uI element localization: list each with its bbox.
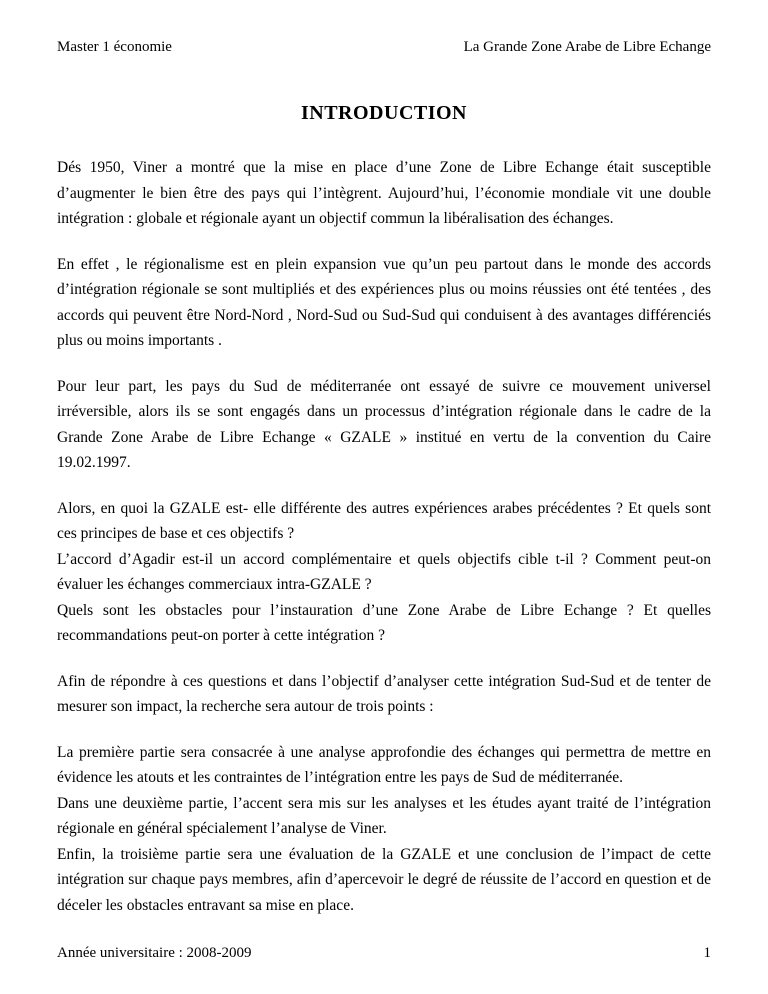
paragraph-block	[57, 155, 711, 232]
paragraph-block	[57, 740, 711, 919]
paragraph-block	[57, 496, 711, 649]
paragraph: Dés 1950, Viner a montré que la mise en place d’une Zone de Libre Echange était susceptible d’augmenter le bien être des pays qui l’intègrent. Aujourd’hui, l’économie mondiale vit une double intégration : globale et régionale ayant un objectif commun la libéralisation des échanges.	[57, 159, 711, 227]
paragraph: Dans une deuxième partie, l’accent sera mis sur les analyses et les études ayant traité de l’intégration régionale en général spécialement l’analyse de Viner.	[57, 794, 711, 837]
paragraph: La première partie sera consacrée à une analyse approfondie des échanges qui permettra de mettre en évidence les atouts et les contraintes de l’intégration entre les pays de Sud de méditerranée.	[57, 743, 711, 786]
header-course-label: Master 1 économie	[57, 39, 172, 55]
document-body	[57, 155, 711, 918]
paragraph-block	[57, 669, 711, 720]
paragraph-block	[57, 374, 711, 476]
paragraph: Enfin, la troisième partie sera une évaluation de la GZALE et une conclusion de l’impact de cette intégration sur chaque pays membres, afin d’apercevoir le degré de réussite de l’accord en question et de déceler les obstacles entravant sa mise en place.	[57, 845, 711, 914]
page-header	[57, 38, 711, 56]
footer-page-number: 1	[703, 945, 711, 961]
paragraph: Pour leur part, les pays du Sud de méditerranée ont essayé de suivre ce mouvement universel irréversible, alors ils se sont engagés dans un processus d’intégration régionale dans le cadre de la Grande Zone Arabe de Libre Echange « GZALE » institué en vertu de la convention du Caire 19.02.1997.	[57, 377, 711, 471]
header-document-title: La Grande Zone Arabe de Libre Echange	[463, 39, 711, 55]
paragraph: Quels sont les obstacles pour l’instauration d’une Zone Arabe de Libre Echange ? Et quelles recommandations peut-on porter à cette intégration ?	[57, 601, 711, 644]
paragraph-block	[57, 252, 711, 354]
paragraph: Afin de répondre à ces questions et dans l’objectif d’analyser cette intégration Sud-Sud et de tenter de mesurer son impact, la recherche sera autour de trois points :	[57, 672, 711, 715]
page-footer	[57, 944, 711, 962]
paragraph: En effet , le régionalisme est en plein expansion vue qu’un peu partout dans le monde des accords d’intégration régionale se sont multipliés et des expériences plus ou moins réussies ont été tentées , des accords qui peuvent être Nord-Nord , Nord-Sud ou Sud-Sud qui conduisent à des avantages différenciés plus ou moins importants .	[57, 255, 711, 349]
paragraph: L’accord d’Agadir est-il un accord complémentaire et quels objectifs cible t-il ? Comment peut-on évaluer les échanges commerciaux intra-GZALE ?	[57, 550, 711, 593]
paragraph: Alors, en quoi la GZALE est- elle différente des autres expériences arabes précédentes ? Et quels sont ces principes de base et ces objectifs ?	[57, 499, 711, 542]
page-title: INTRODUCTION	[300, 102, 468, 124]
footer-academic-year: Année universitaire : 2008-2009	[57, 945, 252, 961]
